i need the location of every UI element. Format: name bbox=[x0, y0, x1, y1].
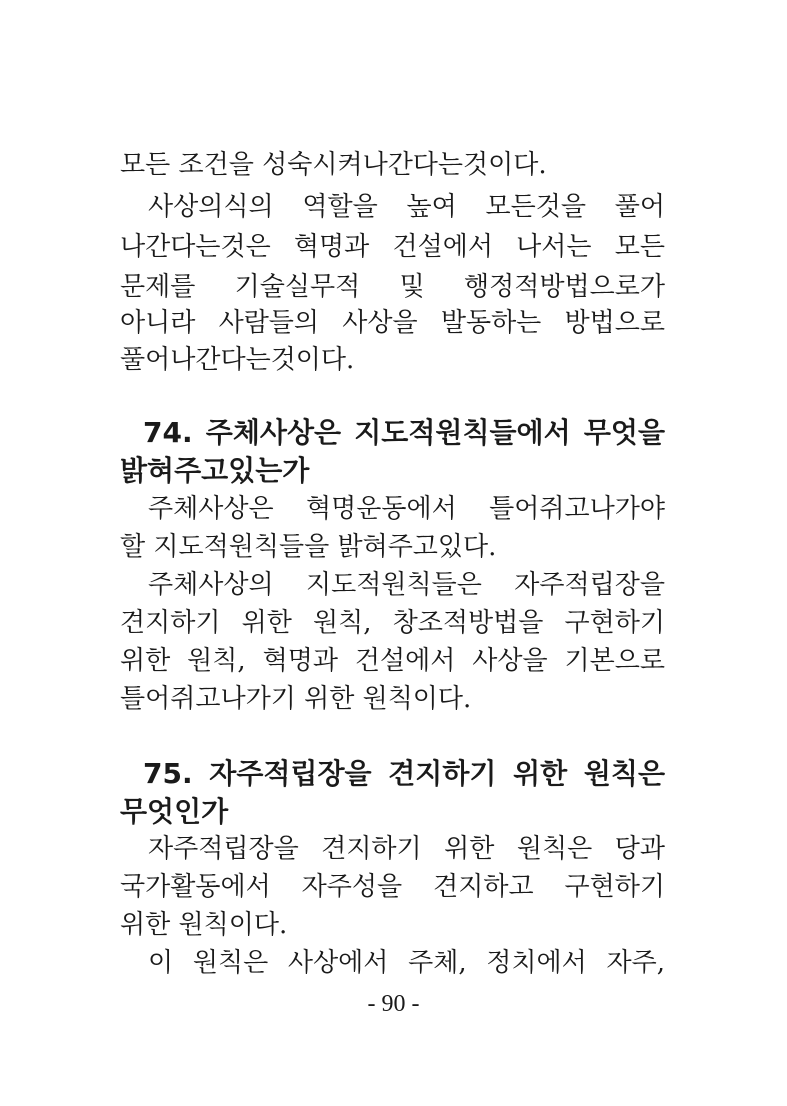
text-line: 문제를 기술실무적 및 행정적방법으로가 bbox=[120, 272, 665, 302]
section-heading-74: 74. 주체사상은 지도적원칙들에서 무엇을 bbox=[143, 416, 665, 449]
text-line: 할 지도적원칙들을 밝혀주고있다. bbox=[120, 532, 497, 562]
text-line: 자주적립장을 견지하기 위한 원칙은 당과 bbox=[148, 834, 665, 864]
text-line: 주체사상은 혁명운동에서 틀어쥐고나가야 bbox=[148, 494, 665, 524]
text-line: 사상의식의 역할을 높여 모든것을 풀어 bbox=[148, 192, 665, 222]
text-line: 견지하기 위한 원칙, 창조적방법을 구현하기 bbox=[120, 608, 665, 638]
text-line: 아니라 사람들의 사상을 발동하는 방법으로 bbox=[120, 308, 665, 338]
page-number: - 90 - bbox=[367, 991, 420, 1017]
text-line: 위한 원칙, 혁명과 건설에서 사상을 기본으로 bbox=[120, 646, 665, 676]
text-line: 이 원칙은 사상에서 주체, 정치에서 자주, bbox=[148, 948, 665, 978]
text-line: 풀어나간다는것이다. bbox=[120, 345, 355, 375]
section-heading-74-cont: 밝혀주고있는가 bbox=[120, 454, 310, 487]
text-line: 틀어쥐고나가기 위한 원칙이다. bbox=[120, 684, 472, 714]
text-line: 국가활동에서 자주성을 견지하고 구현하기 bbox=[120, 872, 665, 902]
text-line: 주체사상의 지도적원칙들은 자주적립장을 bbox=[148, 570, 665, 600]
text-line: 나간다는것은 혁명과 건설에서 나서는 모든 bbox=[120, 232, 665, 262]
text-line: 위한 원칙이다. bbox=[120, 910, 288, 940]
text-line: 모든 조건을 성숙시켜나간다는것이다. bbox=[120, 150, 547, 180]
section-heading-75: 75. 자주적립장을 견지하기 위한 원칙은 bbox=[143, 757, 665, 790]
section-heading-75-cont: 무엇인가 bbox=[120, 795, 229, 828]
